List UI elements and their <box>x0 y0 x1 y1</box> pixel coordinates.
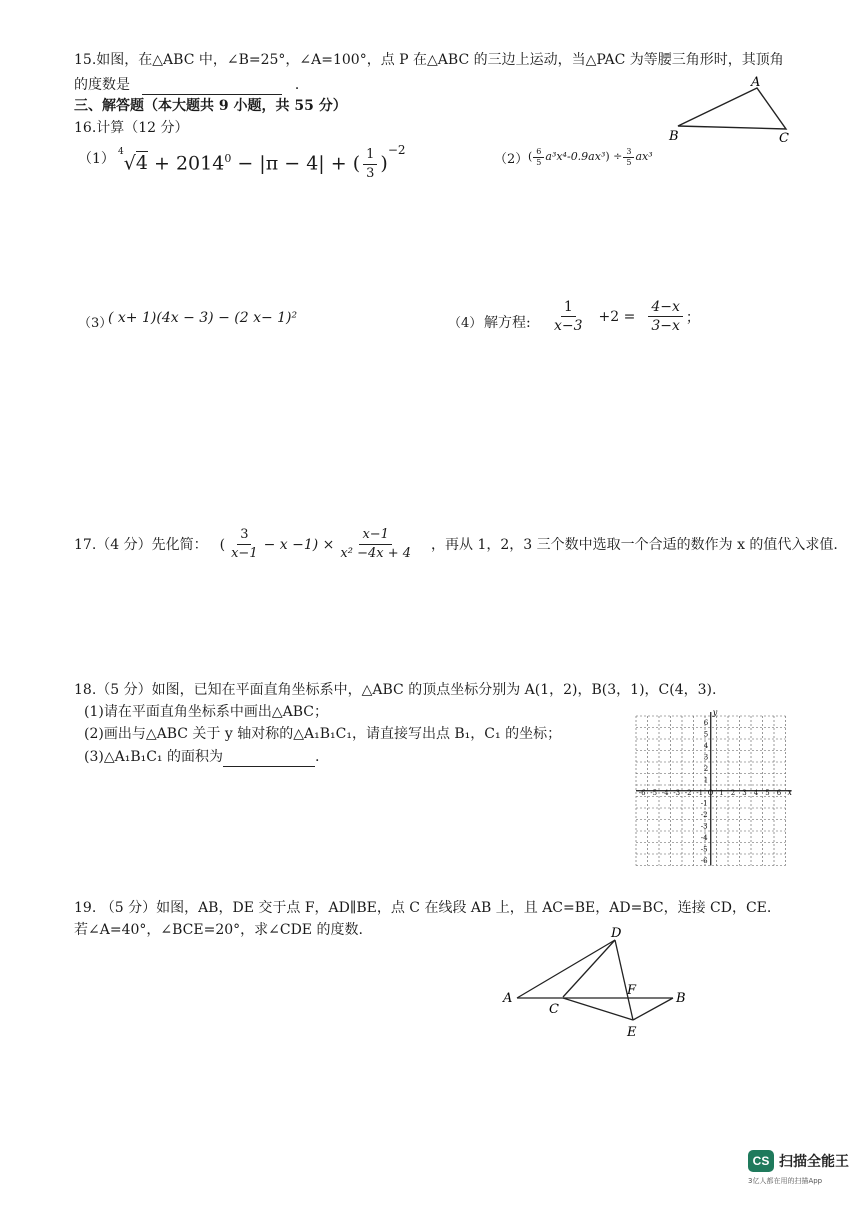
q19-segment-de <box>615 940 633 1020</box>
y-tick-label: 6 <box>703 718 709 727</box>
q16-part2-number: （2） <box>494 152 529 167</box>
q19-label-d: D <box>611 926 622 941</box>
q16-part4-label: 解方程: <box>484 315 531 331</box>
q18-line1: 18.（5 分）如图，已知在平面直角坐标系中，△ABC 的顶点坐标分别为 A(1，2)，B(3，1)，C(4，3). <box>74 682 717 698</box>
q16-part1-number: （1） <box>78 151 115 167</box>
q15-triangle-figure <box>665 72 795 147</box>
x-tick-label: O <box>707 788 714 797</box>
q15-label-c: C <box>779 131 789 146</box>
q16-p1-close: ) <box>380 152 388 175</box>
q16-root-index: 4 <box>118 147 124 157</box>
q16-p1-rest: + 2014 <box>153 152 225 175</box>
grid-tick-labels <box>639 708 793 865</box>
y-tick-label: 1 <box>703 776 709 785</box>
x-tick-label: -2 <box>684 788 692 797</box>
q15-suffix: ． <box>294 77 309 93</box>
q16-p2-frac2: $\frac{3}{5}$ <box>623 147 634 168</box>
q16-part3-expression: ( x+ 1)(4x − 3) − (2 x− 1)² <box>108 310 298 326</box>
q16-p1-exp0: 0 <box>224 152 232 165</box>
y-axis-label: y <box>712 708 718 717</box>
q16-p4-rhs: $\frac{4-x}{3-x}$ <box>648 298 683 335</box>
q19-label-c: C <box>549 1002 559 1017</box>
q19-line2: 若∠A=40°，∠BCE=20°，求∠CDE 的度数. <box>74 922 363 938</box>
q17-frac1: $\frac{3}{x-1}$ <box>231 527 258 561</box>
q19-label-b: B <box>676 991 686 1006</box>
q16-part4-equation: $\frac{1}{x-3}$ +2 = $\frac{4-x}{3-x}$ ； <box>548 298 700 335</box>
x-axis-label: x <box>787 787 793 797</box>
y-tick-label: -2 <box>700 810 708 819</box>
q16-part1-expression: $^4√4 + 2014^0 - |\pi - 4|$ + ( $\frac{1}{3}$ )$^{-2}$ <box>118 143 406 181</box>
x-tick-label: -1 <box>696 788 704 797</box>
y-tick-label: 5 <box>703 730 709 739</box>
y-tick-label: 4 <box>703 741 709 750</box>
q16-p1-abs: − |π − 4| + ( <box>231 152 361 175</box>
x-tick-label: 2 <box>730 788 736 797</box>
q16-title: 16.计算（12 分） <box>74 120 189 136</box>
y-tick-label: -4 <box>700 833 708 842</box>
y-tick-label: -6 <box>700 856 708 865</box>
q16-p1-frac: $\frac{1}{3}$ <box>363 146 377 183</box>
x-tick-label: -4 <box>661 788 669 797</box>
q15-line2 <box>74 74 309 95</box>
q17-line: 17.（4 分）先化简： ( $\frac{3}{x-1}$ − x −1) × $\frac{x-1}{\text{x² −4x + 4}}$ ，再从 1，2，3 三个数中选取一个合适的数作为 x 的值代入求值. <box>74 527 838 561</box>
q16-root-arg: 4 <box>135 152 148 175</box>
x-tick-label: 5 <box>765 788 770 797</box>
q18-answer-blank <box>223 746 315 767</box>
x-tick-label: -3 <box>673 788 681 797</box>
y-tick-label: 3 <box>703 753 709 762</box>
camscanner-tagline: 3亿人都在用的扫描App <box>748 1177 823 1185</box>
q16-part3-number: （3） <box>78 316 113 331</box>
x-tick-label: -5 <box>650 788 658 797</box>
q15-label-b: B <box>669 129 679 144</box>
y-tick-label: -1 <box>700 799 708 808</box>
q19-label-a: A <box>503 991 513 1006</box>
q19-figure <box>495 922 705 1042</box>
q18-coordinate-grid <box>628 708 798 868</box>
q15-triangle <box>678 88 786 129</box>
q17-prefix: 17.（4 分）先化简： <box>74 536 208 553</box>
q19-segment-eb <box>633 998 673 1020</box>
q18-line2: (1)请在平面直角坐标系中画出△ABC； <box>84 704 328 720</box>
x-tick-label: -6 <box>638 788 646 797</box>
q15-label-a: A <box>751 75 761 90</box>
q17-frac2: $\frac{x-1}{\text{x² −4x + 4}}$ <box>340 527 412 561</box>
q16-p2-frac1: $\frac{6}{5}$ <box>533 147 544 168</box>
camscanner-logo-badge: CS <box>748 1150 774 1172</box>
y-tick-label: 2 <box>703 764 709 773</box>
x-tick-label: 1 <box>719 788 724 797</box>
q16-p4-lhs: $\frac{1}{x-3}$ <box>554 299 583 334</box>
q17-suffix: ，再从 1，2，3 三个数中选取一个合适的数作为 x 的值代入求值. <box>431 536 838 553</box>
x-tick-label: 3 <box>742 788 747 797</box>
q19-line1: 19. （5 分）如图，AB，DE 交于点 F，AD∥BE，点 C 在线段 AB 上，且 AC=BE，AD=BC，连接 CD，CE. <box>74 900 772 916</box>
q19-segment-ad <box>517 940 615 998</box>
y-tick-label: -5 <box>700 845 708 854</box>
section-3-heading: 三、解答题（本大题共 9 小题，共 55 分） <box>74 98 347 114</box>
q19-segment-ce <box>563 998 633 1020</box>
x-tick-label: 6 <box>776 788 782 797</box>
q18-line4: (3)△A₁B₁C₁ 的面积为 . <box>84 746 319 767</box>
q15-line1: 15.如图，在△ABC 中，∠B=25°，∠A=100°，点 P 在△ABC 的三边上运动，当△PAC 为等腰三角形时，其顶角 <box>74 52 784 68</box>
y-tick-label: -3 <box>700 822 708 831</box>
q16-part4-number: （4） <box>448 316 483 331</box>
q19-label-f: F <box>627 983 637 998</box>
q16-part2-expression: ( $\frac{6}{5}$ a³x⁴-0.9ax³) ÷ $\frac{3}{5}$ ax³ <box>528 146 653 167</box>
q18-line3: (2)画出与△ABC 关于 y 轴对称的△A₁B₁C₁，请直接写出点 B₁，C₁ 的坐标； <box>84 726 562 742</box>
q16-p1-exp: −2 <box>387 143 406 157</box>
q15-prefix: 的度数是 <box>74 77 130 93</box>
q15-answer-blank <box>142 74 282 95</box>
q19-label-e: E <box>627 1025 637 1040</box>
q19-segment-dc <box>563 940 615 997</box>
x-tick-label: 4 <box>753 788 759 797</box>
camscanner-name: 扫描全能王 <box>779 1154 849 1170</box>
